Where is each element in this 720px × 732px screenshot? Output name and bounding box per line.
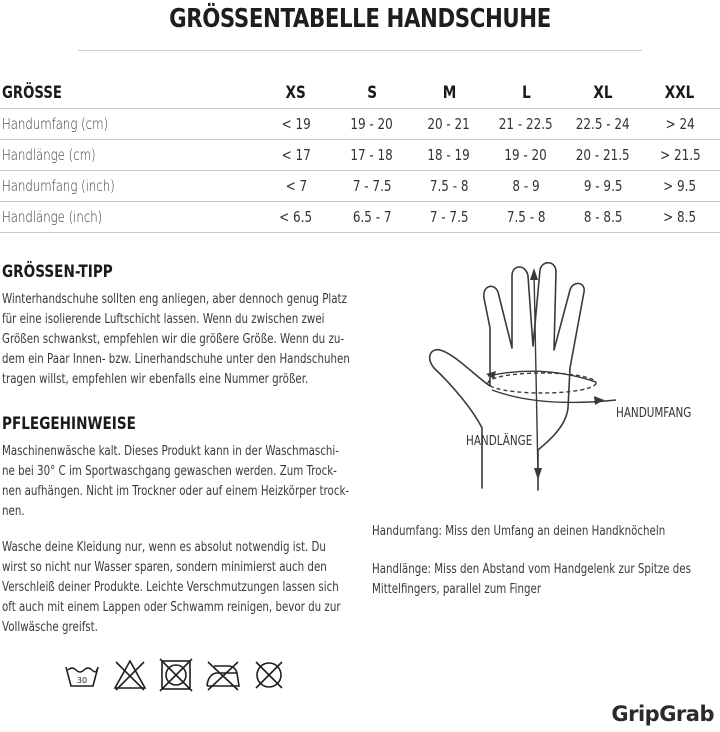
size-table [0,78,720,233]
table-cell: 19 - 20 [504,146,548,164]
row-label: Handlänge (inch) [2,208,103,226]
table-cell: < 17 [281,146,311,164]
size-tip-heading: GRÖSSEN-TIPP [2,262,113,282]
table-cell: > 9.5 [663,177,697,195]
table-cell: 20 - 21 [427,115,471,133]
table-row [0,139,720,170]
page-title: GRÖSSENTABELLE HANDSCHUHE [169,4,551,34]
svg-text:30: 30 [76,676,88,685]
size-header: XXL [665,83,695,103]
no-bleach-icon [112,658,148,692]
table-cell: 21 - 22.5 [499,115,553,133]
hand-outline-icon [420,258,710,510]
header-label: GRÖSSE [2,83,62,103]
row-label: Handumfang (inch) [2,177,115,195]
size-header: L [521,83,531,103]
no-iron-icon [204,658,242,692]
size-header: XL [593,83,613,103]
table-cell: 17 - 18 [350,146,394,164]
table-header-row [0,78,720,108]
no-tumble-dry-icon [158,658,194,692]
care-text-2: Wasche deine Kleidung nur, wenn es absolut notwendig ist. Du wirst so nicht nur Wasser sparen, sondern minimierst auch den Verschleiß deiner Produkte. Leichte Verschmutzungen lassen sich oft auch mit einem Lappen oder Schwamm reinigen, bevor du zur Vollwäsche greifst. [2,540,341,635]
table-cell: 6.5 - 7 [352,208,392,226]
circumference-label: HANDUMFANG [616,406,692,421]
table-cell: 7 - 7.5 [429,208,469,226]
wash-30-icon [64,658,100,692]
size-tip-text: Winterhandschuhe sollten eng anliegen, aber dennoch genug Platz für eine isolierende Luftschicht lassen. Wenn du zwischen zwei Größen schwankst, empfehlen wir die größere Größe. Wenn du zu- dem ein Paar Innen- bzw. Linerhandschuhe unter den Handschuhen tragen willst, empfehlen wir ebenfalls eine Nummer größer. [2,292,350,387]
table-row [0,201,720,233]
table-row [0,170,720,201]
care-text: Maschinenwäsche kalt. Dieses Produkt kann in der Waschmaschi- ne bei 30° C im Sportwaschgang gewaschen werden. Zum Trock- nen aufhängen. Nicht im Trockner oder auf einem Heizkörper trock- nen. [2,444,350,519]
row-label: Handlänge (cm) [2,146,96,164]
table-cell: > 24 [665,115,695,133]
size-header: M [442,83,456,103]
table-cell: < 7 [285,177,307,195]
table-cell: < 19 [281,115,311,133]
table-cell: 18 - 19 [427,146,471,164]
table-cell: > 8.5 [663,208,697,226]
care-heading: PFLEGEHINWEISE [2,414,136,434]
table-cell: 22.5 - 24 [576,115,630,133]
row-label: Handumfang (cm) [2,115,109,133]
table-cell: 7.5 - 8 [506,208,546,226]
length-note: Handlänge: Miss den Abstand vom Handgelenk zur Spitze des Mittelfingers, parallel zum Finger [372,562,691,597]
table-cell: 8 - 8.5 [583,208,623,226]
no-dry-clean-icon [252,658,286,692]
table-row [0,108,720,139]
brand-logo: GripGrab [611,702,714,726]
length-label: HANDLÄNGE [466,434,533,449]
table-cell: 7 - 7.5 [352,177,392,195]
table-cell: 20 - 21.5 [576,146,630,164]
table-cell: < 6.5 [279,208,313,226]
size-header: S [367,83,377,103]
table-cell: 7.5 - 8 [429,177,469,195]
table-cell: 19 - 20 [350,115,394,133]
size-header: XS [285,83,307,103]
table-cell: 9 - 9.5 [583,177,623,195]
circumference-note: Handumfang: Miss den Umfang an deinen Handknöcheln [372,524,666,539]
table-cell: 8 - 9 [512,177,540,195]
table-cell: > 21.5 [659,146,701,164]
title-divider [78,50,642,51]
